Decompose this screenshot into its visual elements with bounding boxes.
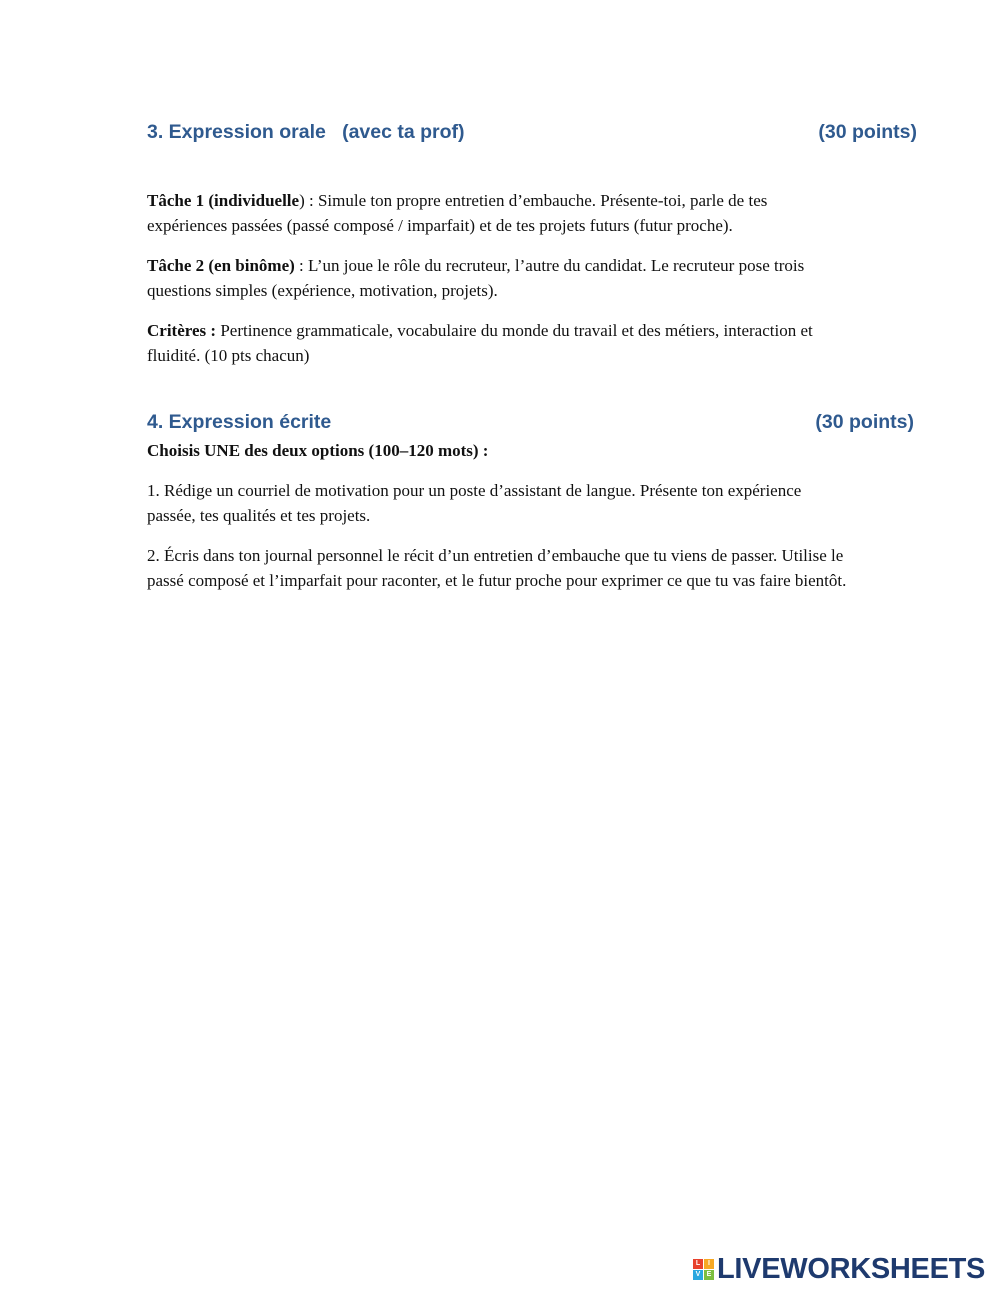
task-2-paragraph: [147, 254, 947, 303]
section-3-heading: [147, 120, 917, 144]
option-2-line-1: 2. Écris dans ton journal personnel le récit d’un entretien d’embauche que tu viens de passer. Utilise le: [147, 546, 844, 565]
logo-text: LIVEWORKSHEETS: [717, 1252, 986, 1285]
task-2-text-line-2: questions simples (expérience, motivation, projets).: [147, 280, 498, 300]
task-2-text-line-1: : L’un joue le rôle du recruteur, l’autre du candidat. Le recruteur pose trois: [294, 256, 805, 275]
criteria-text-line-1: Pertinence grammaticale, vocabulaire du monde du travail et des métiers, interaction et: [216, 321, 813, 340]
section-4-title: 4. Expression écrite: [147, 411, 332, 433]
section-4-instruction: [147, 439, 947, 464]
task-1-label: Tâche 1 (individuelle: [147, 191, 300, 210]
section-4-heading: [147, 410, 914, 434]
criteria-text-line-2: fluidité. (10 pts chacun): [147, 345, 310, 365]
option-2-paragraph: [147, 544, 987, 593]
option-1-line-2: passée, tes qualités et tes projets.: [147, 505, 371, 525]
logo-letter-v: V: [693, 1270, 703, 1280]
section-4-points: (30 points): [815, 411, 914, 433]
instruction-text: Choisis UNE des deux options (100–120 mots) :: [147, 441, 489, 460]
logo-grid-icon: [693, 1259, 714, 1280]
criteria-label: Critères :: [147, 321, 217, 340]
task-1-text-line-2: expériences passées (passé composé / imparfait) et de tes projets futurs (futur proche).: [147, 215, 733, 235]
section-3-points: (30 points): [818, 121, 917, 143]
option-2-line-2: passé composé et l’imparfait pour raconter, et le futur proche pour exprimer ce que tu vas faire bientôt.: [147, 570, 847, 590]
logo-letter-e: E: [704, 1270, 714, 1280]
logo-letter-l: L: [693, 1259, 703, 1269]
logo-letter-i: I: [704, 1259, 714, 1269]
option-1-paragraph: [147, 479, 947, 528]
task-2-label: Tâche 2 (en binôme): [147, 256, 295, 275]
task-1-paragraph: [147, 189, 947, 238]
option-1-line-1: 1. Rédige un courriel de motivation pour un poste d’assistant de langue. Présente ton expérience: [147, 481, 802, 500]
criteria-paragraph: [147, 319, 947, 368]
task-1-text-line-1: ) : Simule ton propre entretien d’embauche. Présente-toi, parle de tes: [299, 191, 768, 210]
section-3-title: 3. Expression orale (avec ta prof): [147, 121, 465, 143]
liveworksheets-logo: [693, 1252, 985, 1286]
